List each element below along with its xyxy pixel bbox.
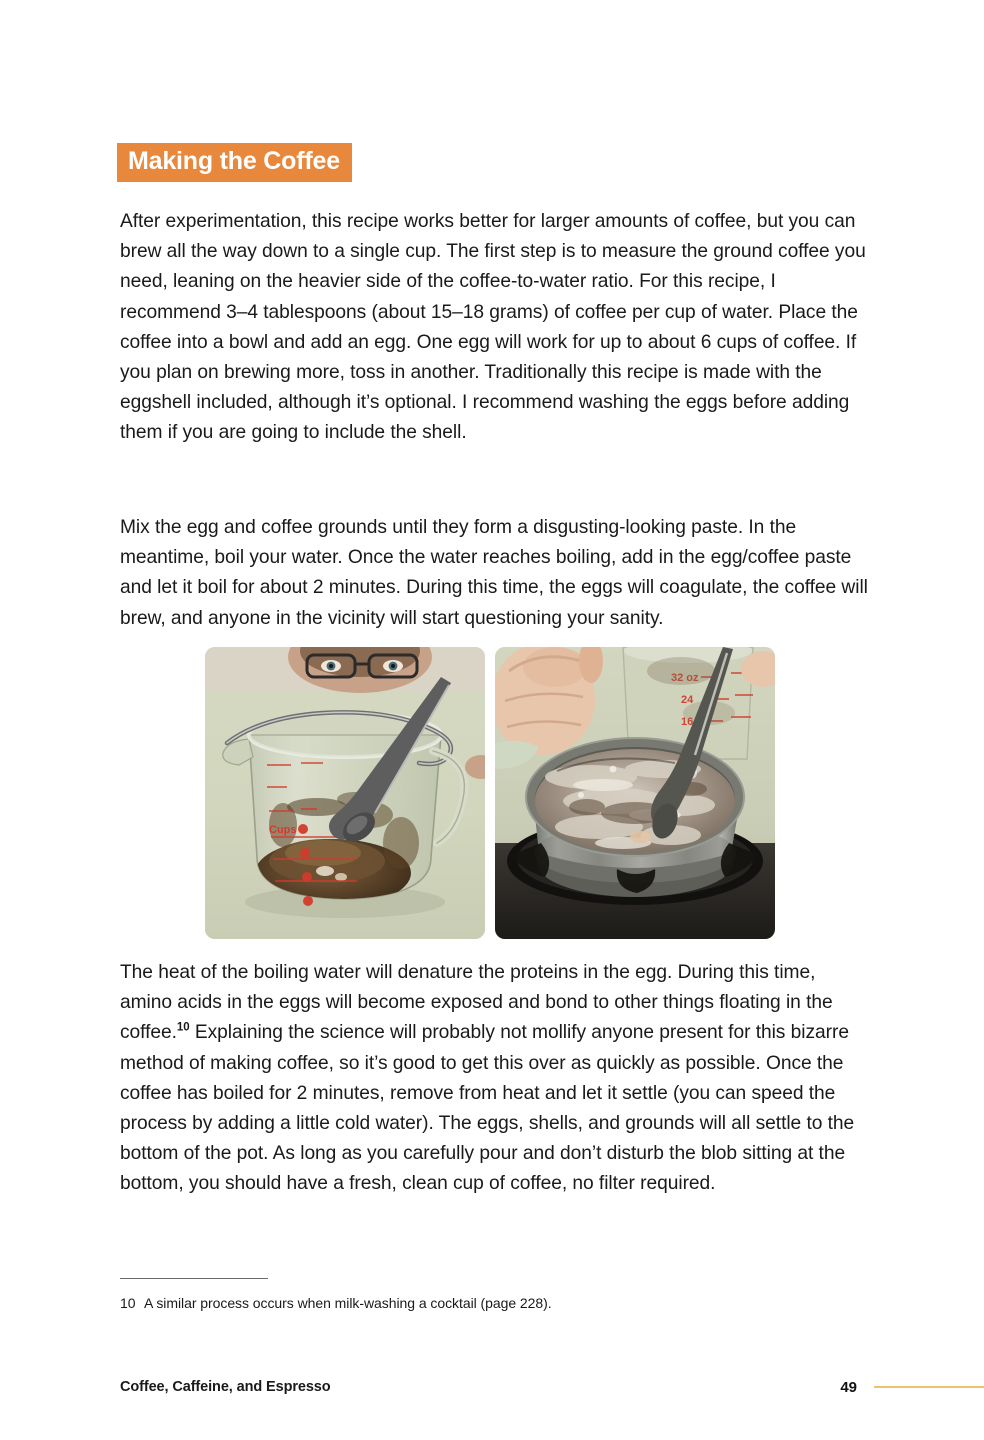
footnote-body: A similar process occurs when milk-washing a cocktail (page 228). bbox=[144, 1295, 552, 1311]
body-paragraph-3-part-a: The heat of the boiling water will denature the proteins in the egg. During this time, amino acids in the eggs will become exposed and bond to other things floating in the coffee. bbox=[120, 962, 833, 1044]
body-paragraph-1: After experimentation, this recipe works better for larger amounts of coffee, but you can brew all the way down to a single cup. The first step is to measure the ground coffee you need, leaning on the heavier side of the coffee-to-water ratio. For this recipe, I recommend 3–4 tablespoons (about 15–18 grams) of coffee per cup of water. Place the coffee into a bowl and add an egg. One egg will work for up to about 6 cups of coffee. If you plan on brewing more, toss in another. Traditionally this recipe is made with the eggshell included, although it’s optional. I recommend washing the eggs before adding them if you are going to include the shell. bbox=[120, 211, 866, 444]
page-footer bbox=[120, 1374, 984, 1400]
svg-text:Cups: Cups bbox=[269, 824, 297, 836]
footer-accent-rule bbox=[874, 1386, 984, 1389]
measuring-cup-illustration bbox=[205, 647, 485, 939]
boiling-pot-illustration bbox=[495, 647, 775, 939]
paragraph-block-2 bbox=[120, 513, 868, 660]
page-number: 49 bbox=[840, 1378, 857, 1396]
photo-measuring-cup-with-coffee-egg-paste bbox=[205, 647, 485, 939]
paragraph-block-3 bbox=[120, 958, 868, 1226]
body-paragraph-3 bbox=[120, 958, 868, 1200]
section-heading bbox=[117, 143, 352, 182]
footnote-entry bbox=[120, 1293, 868, 1313]
svg-text:32 oz: 32 oz bbox=[671, 672, 699, 684]
footnote-number: 10 bbox=[120, 1295, 136, 1311]
paragraph-block-1 bbox=[120, 207, 868, 475]
footnote-reference-10[interactable]: 10 bbox=[176, 1022, 190, 1035]
section-heading-label: Making the Coffee bbox=[117, 143, 352, 182]
body-paragraph-2: Mix the egg and coffee grounds until they form a disgusting-looking paste. In the meantime, boil your water. Once the water reaches boiling, add in the egg/coffee paste and let it boil for about 2 minutes. During this time, the eggs will coagulate, the coffee will brew, and anyone in the vicinity will start questioning your sanity. bbox=[120, 517, 868, 629]
photo-row bbox=[205, 647, 780, 939]
body-paragraph-3-part-b: Explaining the science will probably not mollify anyone present for this bizarre method of making coffee, so it’s good to get this over as quickly as possible. Once the coffee has boiled for 2 minutes, remove from heat and let it settle (you can speed the process by adding a little cold water). The eggs, shells, and grounds will all settle to the bottom of the pot. As long as you carefully pour and don’t disturb the blob sitting at the bottom, you should have a fresh, clean cup of coffee, no filter required. bbox=[120, 1022, 855, 1195]
running-head-title: Coffee, Caffeine, and Espresso bbox=[120, 1379, 331, 1395]
footnote-separator-rule bbox=[120, 1278, 268, 1279]
footnote-area bbox=[120, 1278, 868, 1313]
svg-text:16: 16 bbox=[681, 716, 694, 728]
svg-text:24: 24 bbox=[681, 694, 694, 706]
photo-boiling-pot-on-stove bbox=[495, 647, 775, 939]
